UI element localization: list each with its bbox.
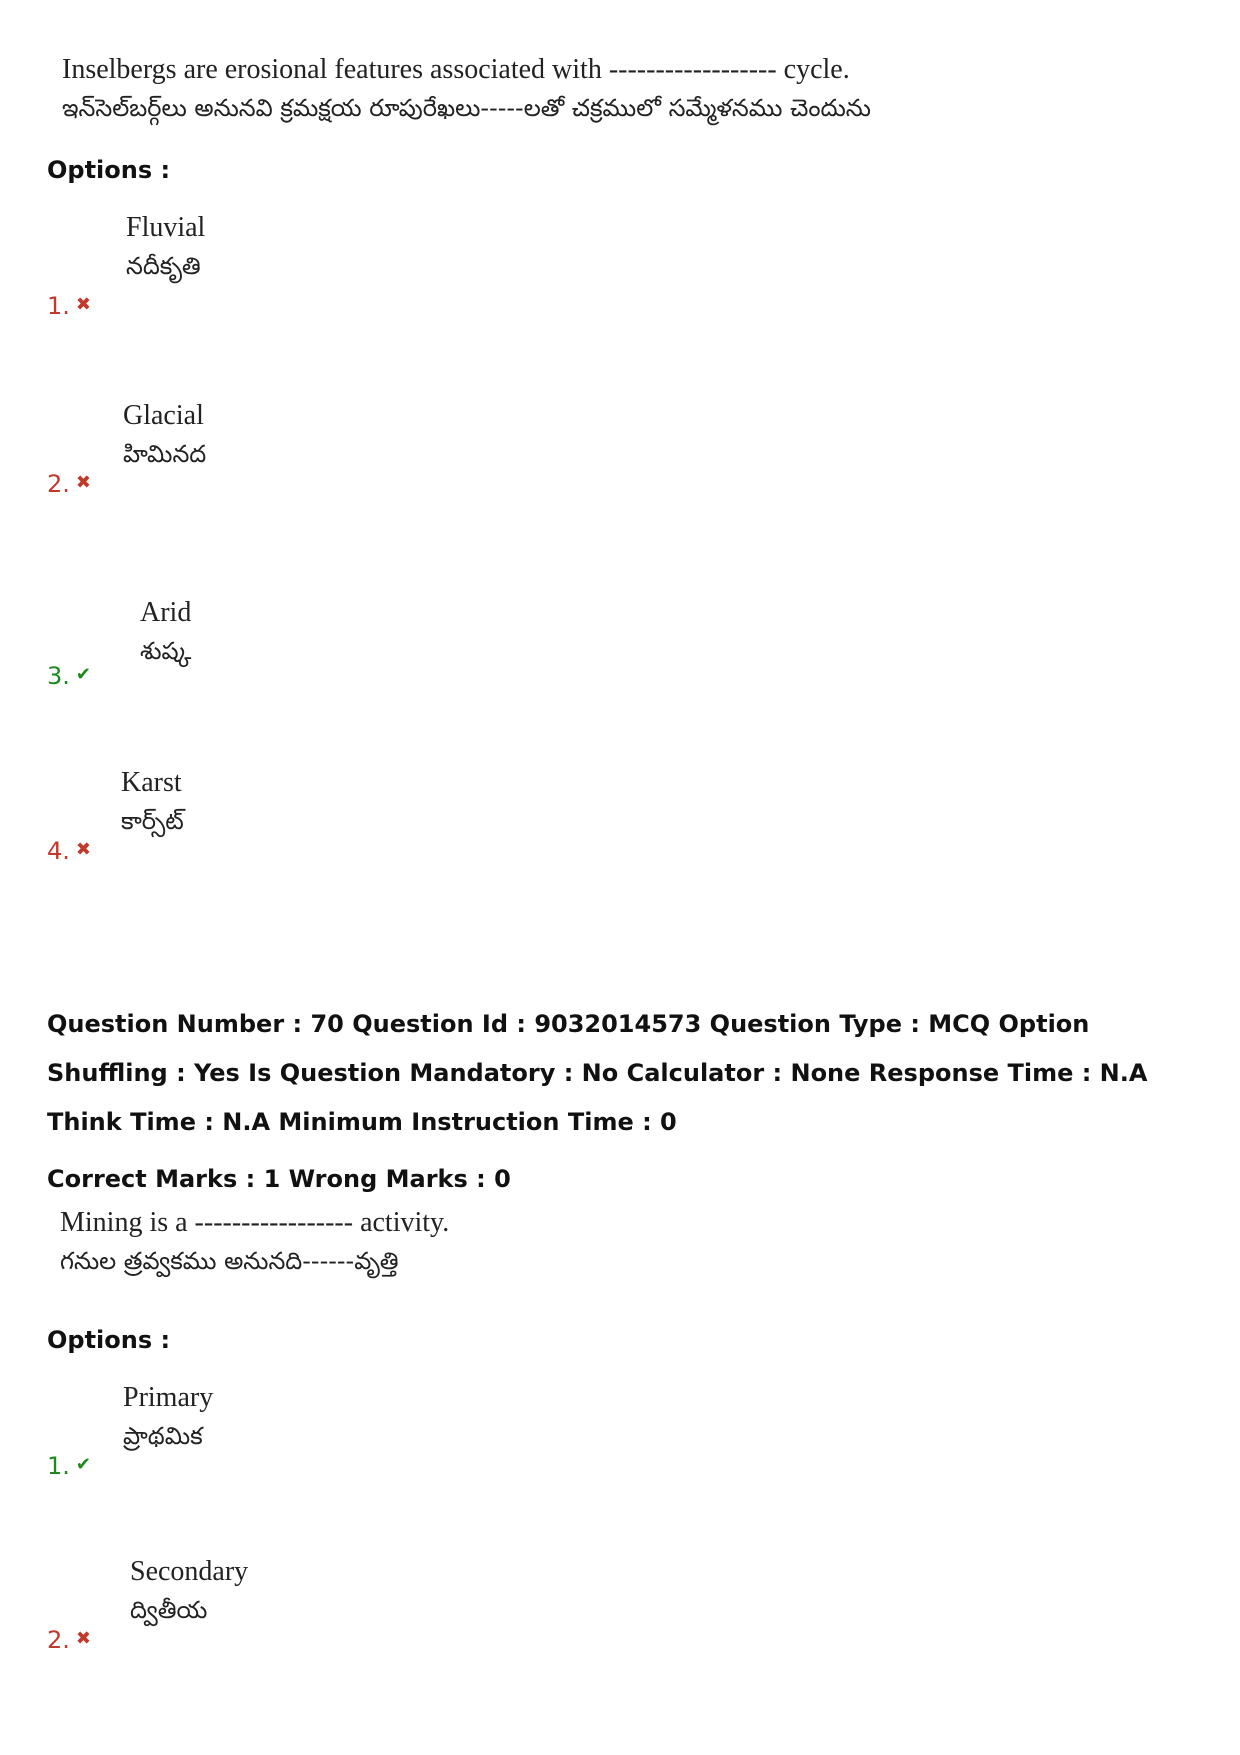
option-1-text-te: ప్రాథమిక: [123, 1422, 203, 1450]
check-icon: ✔: [75, 1454, 91, 1475]
options-label: Options :: [47, 156, 171, 184]
option-2-marker: [47, 470, 91, 498]
option-number: 3.: [47, 662, 70, 690]
option-number: 2.: [47, 1626, 70, 1654]
option-4-marker: [47, 837, 91, 865]
option-4-text-en: Karst: [121, 767, 182, 798]
option-1-marker: [47, 1452, 91, 1480]
option-2-text-en: Secondary: [130, 1556, 249, 1587]
option-3-text-te: శుష్క: [140, 637, 192, 665]
option-number: 1.: [47, 1452, 70, 1480]
option-1-text-en: Primary: [123, 1382, 214, 1413]
question-70-text-en: Mining is a ----------------- activity.: [60, 1207, 450, 1238]
option-3-text-en: Arid: [140, 597, 192, 628]
question-69-text-en: Inselbergs are erosional features associated with ------------------ cycle.: [62, 54, 850, 85]
options-label: Options :: [47, 1326, 171, 1354]
option-2-text-te: హిమినద: [123, 440, 207, 468]
option-4-text-te: కార్స్‌ట్: [121, 807, 184, 835]
question-70-marks: Correct Marks : 1 Wrong Marks : 0: [47, 1165, 511, 1193]
cross-icon: ✖: [75, 294, 91, 315]
option-number: 2.: [47, 470, 70, 498]
option-1-marker: [47, 292, 91, 320]
option-1-text-en: Fluvial: [126, 212, 206, 243]
option-2-marker: [47, 1626, 91, 1654]
option-2-text-en: Glacial: [123, 400, 204, 431]
cross-icon: ✖: [75, 1628, 91, 1649]
option-2-text-te: ద్వితీయ: [130, 1596, 208, 1624]
cross-icon: ✖: [75, 472, 91, 493]
question-70-meta: Question Number : 70 Question Id : 9032014573 Question Type : MCQ Option Shuffling : Yes Is Question Mandatory : No Calculator : None Response Time : N.A Think Time : N.A Minimum Instruction Time : 0: [47, 1010, 1148, 1136]
option-number: 1.: [47, 292, 70, 320]
question-69-text-te: ఇన్‌సెల్‌బర్గ్‌లు అనునవి క్రమక్షయ రూపురేఖలు-----లతో చక్రములో సమ్మేళనము చెందును: [62, 94, 871, 122]
question-70-text-te: గనుల త్రవ్వకము అనునది------వృత్తి: [60, 1247, 399, 1275]
option-3-marker: [47, 662, 91, 690]
option-1-text-te: నదీకృతి: [126, 252, 201, 280]
option-number: 4.: [47, 837, 70, 865]
check-icon: ✔: [75, 664, 91, 685]
cross-icon: ✖: [75, 839, 91, 860]
